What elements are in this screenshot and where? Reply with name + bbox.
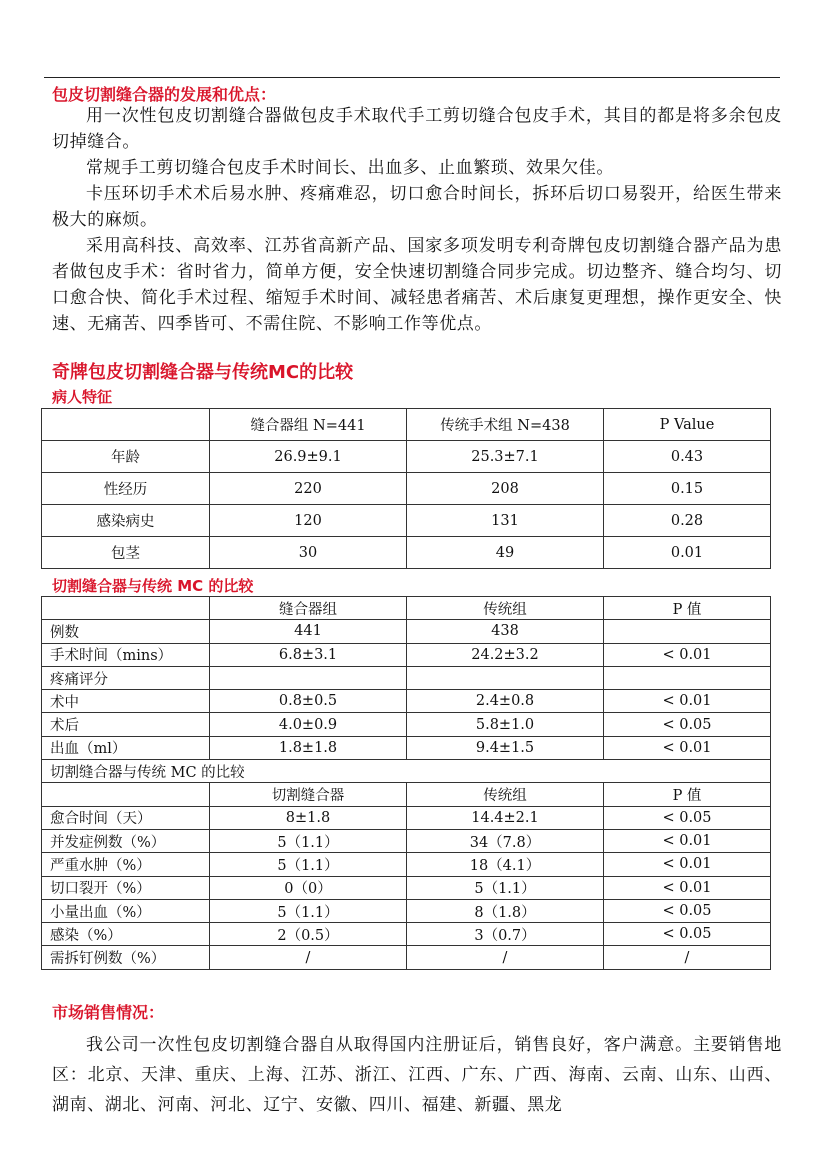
table-row	[42, 537, 771, 569]
row-label: 年龄	[42, 441, 210, 473]
table-cell	[407, 666, 604, 689]
table-cell: 220	[210, 473, 407, 505]
mc-table-title: 切割缝合器与传统 MC 的比较	[52, 577, 254, 595]
patient-table-title: 病人特征	[52, 388, 113, 406]
table-cell: /	[407, 946, 604, 969]
row-label: 性经历	[42, 473, 210, 505]
row-label: 并发症例数（%）	[42, 829, 210, 852]
table-cell	[604, 666, 771, 689]
row-label: 切口裂开（%）	[42, 876, 210, 899]
table-cell: 1.8±1.8	[210, 736, 407, 759]
table-cell: 14.4±2.1	[407, 806, 604, 829]
row-label: 出血（ml）	[42, 736, 210, 759]
row-label: 感染病史	[42, 505, 210, 537]
row-label: 感染（%）	[42, 923, 210, 946]
intro-paragraph: 常规手工剪切缝合包皮手术时间长、出血多、止血繁琐、效果欠佳。	[86, 158, 614, 178]
table-row	[42, 946, 771, 969]
table-cell: < 0.01	[604, 829, 771, 852]
table-header-row	[42, 409, 771, 441]
table-cell: < 0.01	[604, 876, 771, 899]
table-cell: 0.01	[604, 537, 771, 569]
table-cell: 49	[407, 537, 604, 569]
table-subtitle-row	[42, 760, 771, 783]
mc-comparison-table	[41, 596, 771, 970]
header-cell: 传统组	[407, 597, 604, 620]
header-cell: 传统手术组 N=438	[407, 409, 604, 441]
header-cell: 缝合器组 N=441	[210, 409, 407, 441]
table-cell: 2（0.5）	[210, 923, 407, 946]
table-row	[42, 736, 771, 759]
header-cell: 切割缝合器	[210, 783, 407, 806]
row-label: 术后	[42, 713, 210, 736]
table-row	[42, 473, 771, 505]
table-cell: 5（1.1）	[210, 853, 407, 876]
table-row	[42, 899, 771, 922]
table-cell: < 0.05	[604, 923, 771, 946]
row-label: 需拆钉例数（%）	[42, 946, 210, 969]
table-cell: 5（1.1）	[407, 876, 604, 899]
table-cell: 0（0）	[210, 876, 407, 899]
table-subtitle: 切割缝合器与传统 MC 的比较	[42, 760, 771, 783]
intro-body	[52, 103, 782, 337]
row-label: 例数	[42, 620, 210, 643]
row-label: 手术时间（mins）	[42, 643, 210, 666]
row-label: 疼痛评分	[42, 666, 210, 689]
table-cell: < 0.01	[604, 690, 771, 713]
table-cell: 208	[407, 473, 604, 505]
intro-title: 包皮切割缝合器的发展和优点：	[52, 85, 277, 104]
table-cell: < 0.05	[604, 713, 771, 736]
table-cell: /	[210, 946, 407, 969]
row-label: 包茎	[42, 537, 210, 569]
table-row	[42, 829, 771, 852]
market-body	[52, 1030, 782, 1120]
table-cell: 6.8±3.1	[210, 643, 407, 666]
table-cell	[210, 666, 407, 689]
table-cell: 120	[210, 505, 407, 537]
table-cell	[604, 620, 771, 643]
table-row	[42, 620, 771, 643]
table-cell: 8（1.8）	[407, 899, 604, 922]
table-cell: < 0.01	[604, 643, 771, 666]
comparison-title: 奇牌包皮切割缝合器与传统MC的比较	[52, 362, 354, 383]
table-cell: 24.2±3.2	[407, 643, 604, 666]
market-paragraph: 我公司一次性包皮切割缝合器自从取得国内注册证后，销售良好，客户满意。主要销售地区：北京、天津、重庆、上海、江苏、浙江、江西、广东、广西、海南、云南、山东、山西、湖南、湖北、河南、河北、辽宁、安徽、四川、福建、新疆、黑龙	[52, 1035, 782, 1115]
row-label: 严重水肿（%）	[42, 853, 210, 876]
table-cell: 5（1.1）	[210, 829, 407, 852]
header-cell	[42, 783, 210, 806]
table-cell: 0.28	[604, 505, 771, 537]
table-cell: 0.8±0.5	[210, 690, 407, 713]
header-cell: P 值	[604, 597, 771, 620]
table-cell: 2.4±0.8	[407, 690, 604, 713]
table-cell: 3（0.7）	[407, 923, 604, 946]
header-cell: 传统组	[407, 783, 604, 806]
table-cell: < 0.05	[604, 899, 771, 922]
table-cell: /	[604, 946, 771, 969]
table-row	[42, 643, 771, 666]
table-cell: 34（7.8）	[407, 829, 604, 852]
table-cell: < 0.01	[604, 736, 771, 759]
table-cell: 5（1.1）	[210, 899, 407, 922]
table-row	[42, 666, 771, 689]
table-row	[42, 923, 771, 946]
top-rule	[44, 77, 780, 78]
table-header-row	[42, 597, 771, 620]
table-cell: 5.8±1.0	[407, 713, 604, 736]
table-cell: 0.43	[604, 441, 771, 473]
table-cell: 18（4.1）	[407, 853, 604, 876]
table-cell: 26.9±9.1	[210, 441, 407, 473]
table-cell: 4.0±0.9	[210, 713, 407, 736]
row-label: 小量出血（%）	[42, 899, 210, 922]
table-cell: 25.3±7.1	[407, 441, 604, 473]
table-row	[42, 690, 771, 713]
patient-table	[41, 408, 771, 569]
table-cell: 0.15	[604, 473, 771, 505]
header-cell	[42, 597, 210, 620]
intro-paragraph: 采用高科技、高效率、江苏省高新产品、国家多项发明专利奇牌包皮切割缝合器产品为患者做包皮手术：省时省力，简单方便，安全快速切割缝合同步完成。切边整齐、缝合均匀、切口愈合快、简化手术过程、缩短手术时间、减轻患者痛苦、术后康复更理想，操作更安全、快速、无痛苦、四季皆可、不需住院、不影响工作等优点。	[52, 236, 782, 334]
table-cell: 30	[210, 537, 407, 569]
table-cell: < 0.01	[604, 853, 771, 876]
table-row	[42, 806, 771, 829]
table-row	[42, 441, 771, 473]
table-row	[42, 853, 771, 876]
table-cell: 438	[407, 620, 604, 643]
table-header-row	[42, 783, 771, 806]
row-label: 愈合时间（天）	[42, 806, 210, 829]
header-cell: 缝合器组	[210, 597, 407, 620]
table-cell: 9.4±1.5	[407, 736, 604, 759]
header-cell: P Value	[604, 409, 771, 441]
table-cell: 131	[407, 505, 604, 537]
table-cell: 8±1.8	[210, 806, 407, 829]
market-title: 市场销售情况：	[52, 1003, 165, 1022]
intro-paragraph: 用一次性包皮切割缝合器做包皮手术取代手工剪切缝合包皮手术，其目的都是将多余包皮切掉缝合。	[52, 106, 782, 152]
header-cell: P 值	[604, 783, 771, 806]
table-cell: 441	[210, 620, 407, 643]
table-cell: < 0.05	[604, 806, 771, 829]
intro-paragraph: 卡压环切手术术后易水肿、疼痛难忍，切口愈合时间长，拆环后切口易裂开，给医生带来极大的麻烦。	[52, 184, 782, 230]
row-label: 术中	[42, 690, 210, 713]
table-row	[42, 713, 771, 736]
header-cell	[42, 409, 210, 441]
table-row	[42, 876, 771, 899]
table-row	[42, 505, 771, 537]
